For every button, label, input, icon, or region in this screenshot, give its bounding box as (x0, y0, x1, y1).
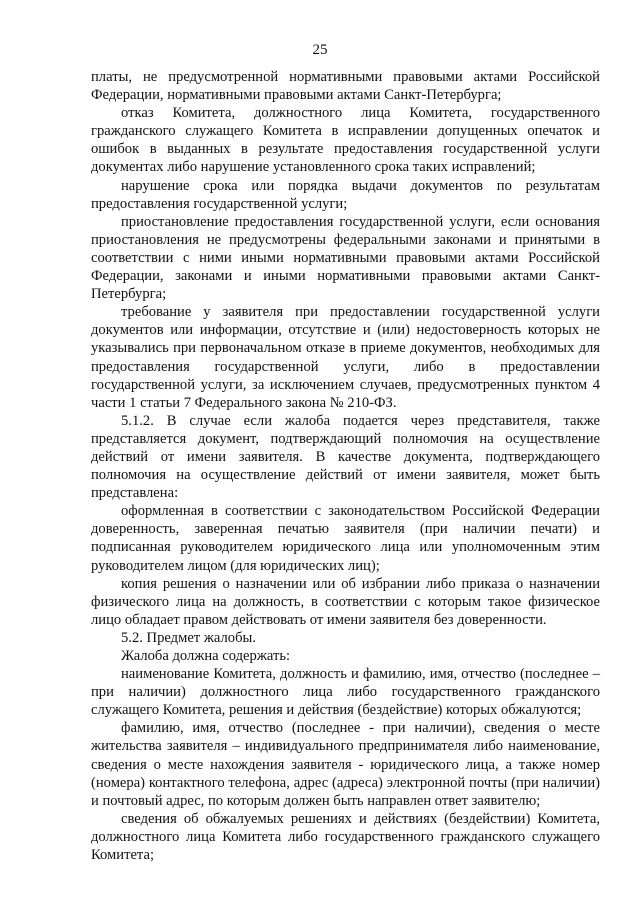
paragraph: сведения об обжалуемых решениях и действиях (бездействии) Комитета, должностного лица Комитета либо государственного гражданского служащего Комитета; (91, 810, 600, 864)
paragraph: 5.1.2. В случае если жалоба подается через представителя, также представляется документ, подтверждающий полномочия на осуществление действий от имени заявителя. В качестве документа, подтверждающего полномочия на осуществление действий от имени заявителя, может быть представлена: (91, 412, 600, 502)
section-heading: 5.2. Предмет жалобы. (121, 629, 256, 646)
document-body (91, 68, 600, 864)
page-number: 25 (312, 42, 328, 58)
paragraph: платы, не предусмотренной нормативными правовыми актами Российской Федерации, нормативными правовыми актами Санкт-Петербурга; (91, 69, 600, 104)
paragraph: фамилию, имя, отчество (последнее - при наличии), сведения о месте жительства заявителя – индивидуального предпринимателя либо наименование, сведения о месте нахождения заявителя - юридического лица, а также номер (номера) контактного телефона, адрес (адреса) электронной почты (при наличии) и почтовый адрес, по которым должен быть направлен ответ заявителю; (91, 720, 600, 809)
paragraph: отказ Комитета, должностного лица Комитета, государственного гражданского служащего Комитета в исправлении допущенных опечаток и ошибок в выданных в результате предоставления государственной услуги документах либо нарушение установленного срока таких исправлений; (91, 105, 600, 176)
paragraph: нарушение срока или порядка выдачи документов по результатам предоставления государственной услуги; (91, 177, 600, 212)
paragraph: наименование Комитета, должность и фамилию, имя, отчество (последнее – при наличии) должностного лица либо государственного гражданского служащего Комитета, решения и действия (бездействие) которых обжалуются; (91, 666, 600, 719)
paragraph: копия решения о назначении или об избрании либо приказа о назначении физического лица на должность, в соответствии с которым такое физическое лицо обладает правом действовать от имени заявителя без доверенности. (91, 575, 600, 628)
paragraph: оформленная в соответствии с законодательством Российской Федерации доверенность, заверенная печатью заявителя (при наличии печати) и подписанная руководителем юридического лица или уполномоченным этим руководителем лицом (для юридических лиц); (91, 503, 600, 574)
paragraph: приостановление предоставления государственной услуги, если основания приостановления не предусмотрены федеральными законами и принятыми в соответствии с ними иными нормативными правовыми актами Российской Федерации, законами и иными нормативными правовыми актами Санкт-Петербурга; (91, 213, 600, 303)
paragraph: Жалоба должна содержать: (121, 648, 291, 664)
paragraph: требование у заявителя при предоставлении государственной услуги документов или информации, отсутствие и (или) недостоверность которых не указывались при первоначальном отказе в приеме документов, необходимых для предоставления государственной услуги, либо в предоставлении государственной услуги, за исключением случаев, предусмотренных пунктом 4 части 1 статьи 7 Федерального закона № 210-ФЗ. (91, 304, 600, 411)
